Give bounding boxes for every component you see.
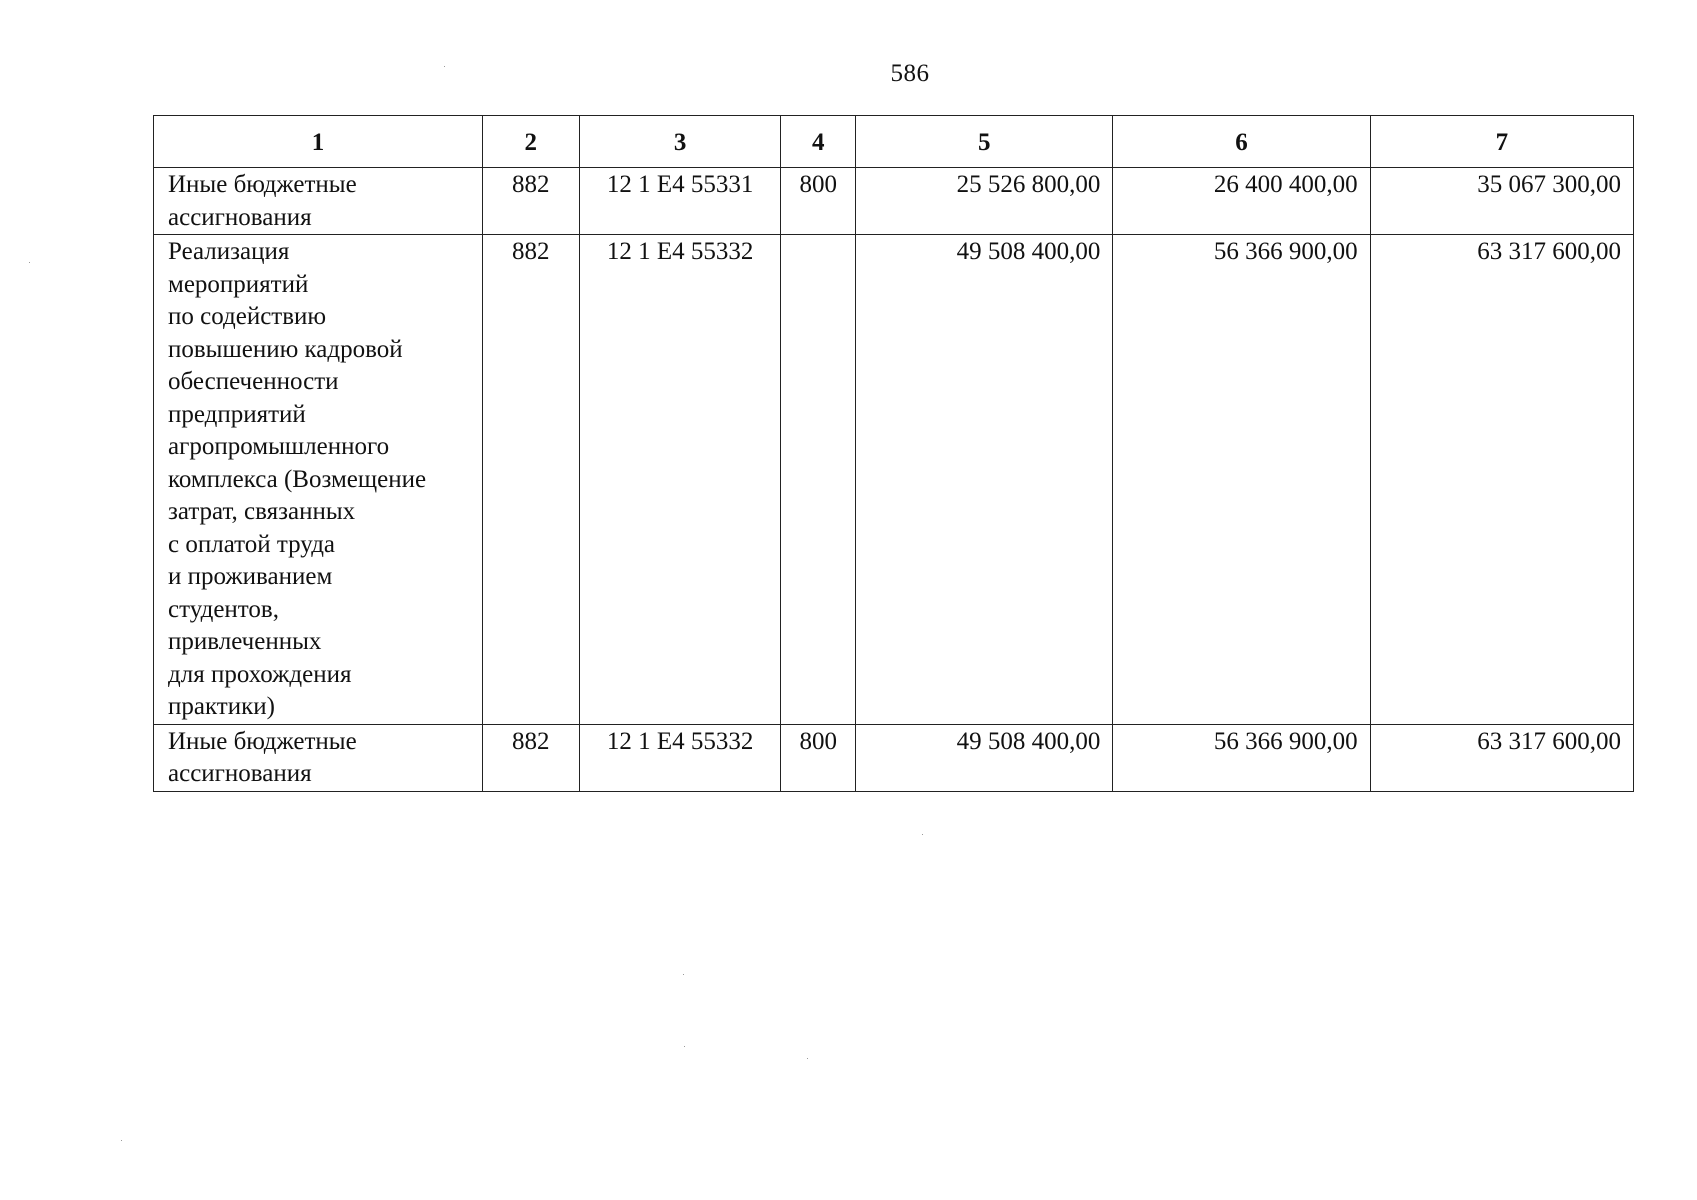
scan-speck	[922, 834, 923, 835]
grbs-code-cell: 882	[482, 724, 579, 791]
table-row	[154, 724, 1634, 791]
table-row	[154, 168, 1634, 235]
scan-speck	[121, 1140, 122, 1141]
column-header-4: 4	[781, 116, 856, 168]
amount-cell-col6: 26 400 400,00	[1113, 168, 1370, 235]
amount-cell-col6: 56 366 900,00	[1113, 724, 1370, 791]
column-header-5: 5	[856, 116, 1113, 168]
scan-speck	[807, 1058, 808, 1059]
expense-type-cell	[781, 235, 856, 725]
expense-type-cell: 800	[781, 724, 856, 791]
amount-cell-col7: 63 317 600,00	[1370, 235, 1633, 725]
scan-speck	[683, 974, 684, 975]
scan-speck	[29, 262, 30, 263]
scan-speck	[444, 66, 445, 67]
column-header-2: 2	[482, 116, 579, 168]
grbs-code-cell: 882	[482, 235, 579, 725]
column-header-6: 6	[1113, 116, 1370, 168]
expense-type-cell: 800	[781, 168, 856, 235]
target-article-cell: 12 1 E4 55332	[579, 724, 781, 791]
item-name-cell: Иные бюджетные ассигнования	[154, 168, 483, 235]
amount-cell-col5: 49 508 400,00	[856, 724, 1113, 791]
column-header-1: 1	[154, 116, 483, 168]
target-article-cell: 12 1 E4 55331	[579, 168, 781, 235]
grbs-code-cell: 882	[482, 168, 579, 235]
column-header-3: 3	[579, 116, 781, 168]
amount-cell-col7: 35 067 300,00	[1370, 168, 1633, 235]
scan-speck	[684, 1046, 685, 1047]
amount-cell-col6: 56 366 900,00	[1113, 235, 1370, 725]
item-name-cell: Реализация мероприятий по содействию повышению кадровой обеспеченности предприятий агропромышленного комплекса (Возмещение затрат, связанных с оплатой труда и проживанием студентов, привлеченных для прохождения практики)	[154, 235, 483, 725]
amount-cell-col5: 25 526 800,00	[856, 168, 1113, 235]
amount-cell-col7: 63 317 600,00	[1370, 724, 1633, 791]
item-name-cell: Иные бюджетные ассигнования	[154, 724, 483, 791]
budget-allocation-table	[153, 115, 1634, 792]
page-number: 586	[890, 60, 930, 87]
table-row	[154, 235, 1634, 725]
table-header-row	[154, 116, 1634, 168]
amount-cell-col5: 49 508 400,00	[856, 235, 1113, 725]
column-header-7: 7	[1370, 116, 1633, 168]
target-article-cell: 12 1 E4 55332	[579, 235, 781, 725]
